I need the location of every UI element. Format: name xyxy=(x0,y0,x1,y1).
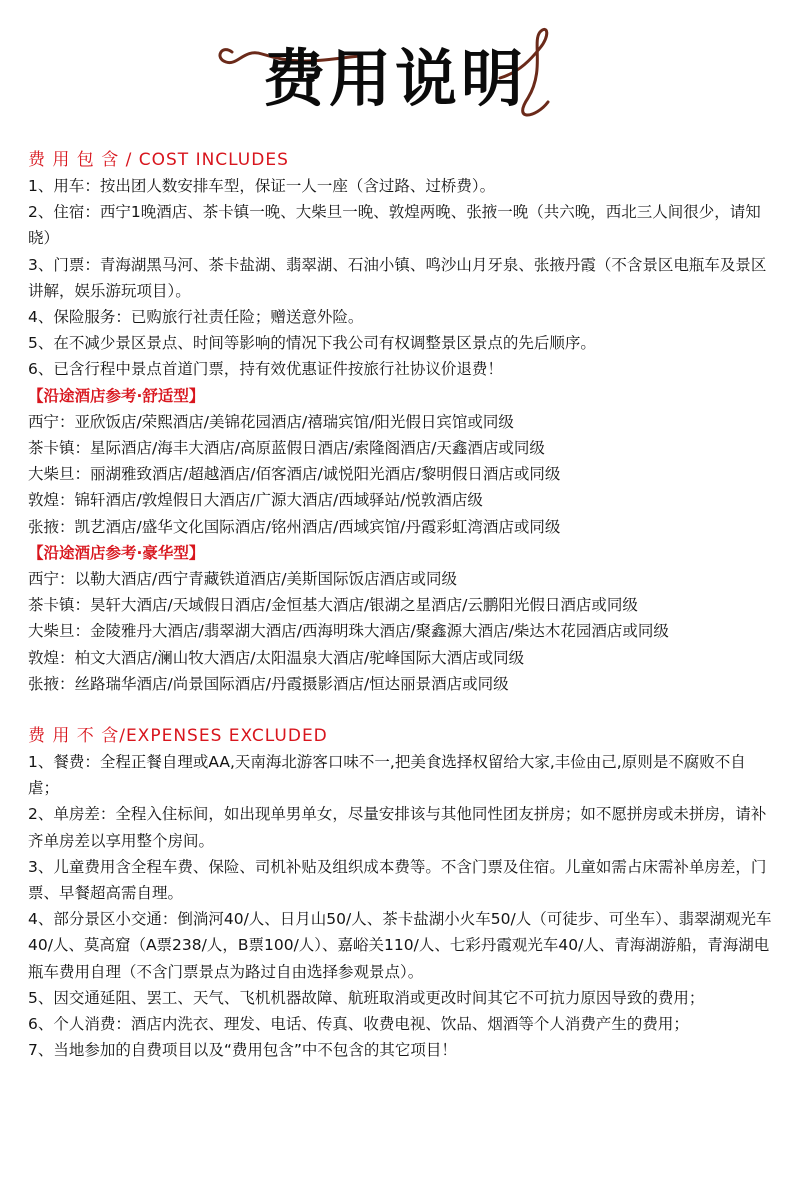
luxury-hotel-zhangye: 张掖：丝路瑞华酒店/尚景国际酒店/丹霞摄影酒店/恒达丽景酒店或同级 xyxy=(28,674,509,693)
comfort-hotel-chaka: 茶卡镇：星际酒店/海丰大酒店/高原蓝假日酒店/索隆阁酒店/天鑫酒店或同级 xyxy=(28,439,545,458)
exclude-item-4: 4、部分景区小交通：倒淌河40/人、日月山50/人、茶卡盐湖小火车50/人（可徒步、可坐车）、翡翠湖观光车40/人、莫高窟（A票238/人，B票100/人）、嘉峪关110/人、七彩丹霞观光车40/人、青海湖游船，青海湖电瓶车费用自理（不含门票景点为路过自由选择参观景点）。 xyxy=(28,910,772,981)
comfort-hotel-xining: 西宁：亚欣饭店/荣熙酒店/美锦花园酒店/禧瑞宾馆/阳光假日宾馆或同级 xyxy=(28,412,514,431)
include-item-1: 1、用车：按出团人数安排车型，保证一人一座（含过路、过桥费）。 xyxy=(28,177,496,195)
luxury-hotels-heading: 【沿途酒店参考·豪华型】 xyxy=(28,543,205,562)
page-title: 费用说明 xyxy=(262,42,527,115)
exclude-item-2: 2、单房差：全程入住标间，如出现单男单女，尽量安排该与其他同性团友拼房；如不愿拼房或未拼房，请补齐单房差以享用整个房间。 xyxy=(28,805,767,850)
content-body xyxy=(28,147,776,1064)
include-item-3: 3、门票：青海湖黑马河、茶卡盐湖、翡翠湖、石油小镇、鸣沙山月牙泉、张掖丹霞（不含景区电瓶车及景区讲解，娱乐游玩项目）。 xyxy=(28,255,767,300)
luxury-hotel-xining: 西宁：以勒大酒店/西宁青藏铁道酒店/美斯国际饭店酒店或同级 xyxy=(28,570,457,589)
include-item-5: 5、在不减少景区景点、时间等影响的情况下我公司有权调整景区景点的先后顺序。 xyxy=(28,334,596,353)
exclude-item-3: 3、儿童费用含全程车费、保险、司机补贴及组织成本费等。不含门票及住宿。儿童如需占床需补单房差，门票、早餐超高需自理。 xyxy=(28,857,767,903)
title-banner xyxy=(0,0,790,140)
exclude-item-7: 7、当地参加的自费项目以及“费用包含”中不包含的其它项目！ xyxy=(28,1041,457,1060)
comfort-hotel-dunhuang: 敦煌：锦轩酒店/敦煌假日大酒店/广源大酒店/西域驿站/悦敦酒店级 xyxy=(28,491,483,510)
luxury-hotel-dachaidan: 大柴旦：金陵雅丹大酒店/翡翠湖大酒店/西海明珠大酒店/聚鑫源大酒店/柴达木花园酒店或同级 xyxy=(28,622,669,641)
luxury-hotel-dunhuang: 敦煌：柏文大酒店/澜山牧大酒店/太阳温泉大酒店/驼峰国际大酒店或同级 xyxy=(28,648,525,667)
include-item-4: 4、保险服务：已购旅行社责任险；赠送意外险。 xyxy=(28,308,364,327)
expenses-excluded-heading: 费 用 不 含/EXPENSES EXCLUDED xyxy=(28,726,328,747)
exclude-item-1: 1、餐费：全程正餐自理或AA,天南海北游客口味不一,把美食选择权留给大家,丰俭由己,原则是不腐败不自虐； xyxy=(28,753,746,798)
include-item-2: 2、住宿：西宁1晚酒店、茶卡镇一晚、大柴旦一晚、敦煌两晚、张掖一晚（共六晚，西北三人间很少，请知晓） xyxy=(28,203,761,248)
exclude-item-6: 6、个人消费：酒店内洗衣、理发、电话、传真、收费电视、饮品、烟酒等个人消费产生的费用； xyxy=(28,1015,689,1034)
include-item-6: 6、已含行程中景点首道门票，持有效优惠证件按旅行社协议价退费！ xyxy=(28,360,503,379)
section-spacer xyxy=(28,697,776,723)
comfort-hotels-heading: 【沿途酒店参考·舒适型】 xyxy=(28,386,205,405)
cost-includes-heading: 费 用 包 含 / COST INCLUDES xyxy=(28,150,289,170)
comfort-hotel-zhangye: 张掖：凯艺酒店/盛华文化国际酒店/铭州酒店/西域宾馆/丹霞彩虹湾酒店或同级 xyxy=(28,517,561,536)
exclude-item-5: 5、因交通延阻、罢工、天气、飞机机器故障、航班取消或更改时间其它不可抗力原因导致的费用； xyxy=(28,988,705,1007)
comfort-hotel-dachaidan: 大柴旦：丽湖雅致酒店/超越酒店/佰客酒店/诚悦阳光酒店/黎明假日酒店或同级 xyxy=(28,465,561,484)
luxury-hotel-chaka: 茶卡镇：昊轩大酒店/天域假日酒店/金恒基大酒店/银湖之星酒店/云鹏阳光假日酒店或同级 xyxy=(28,596,638,615)
